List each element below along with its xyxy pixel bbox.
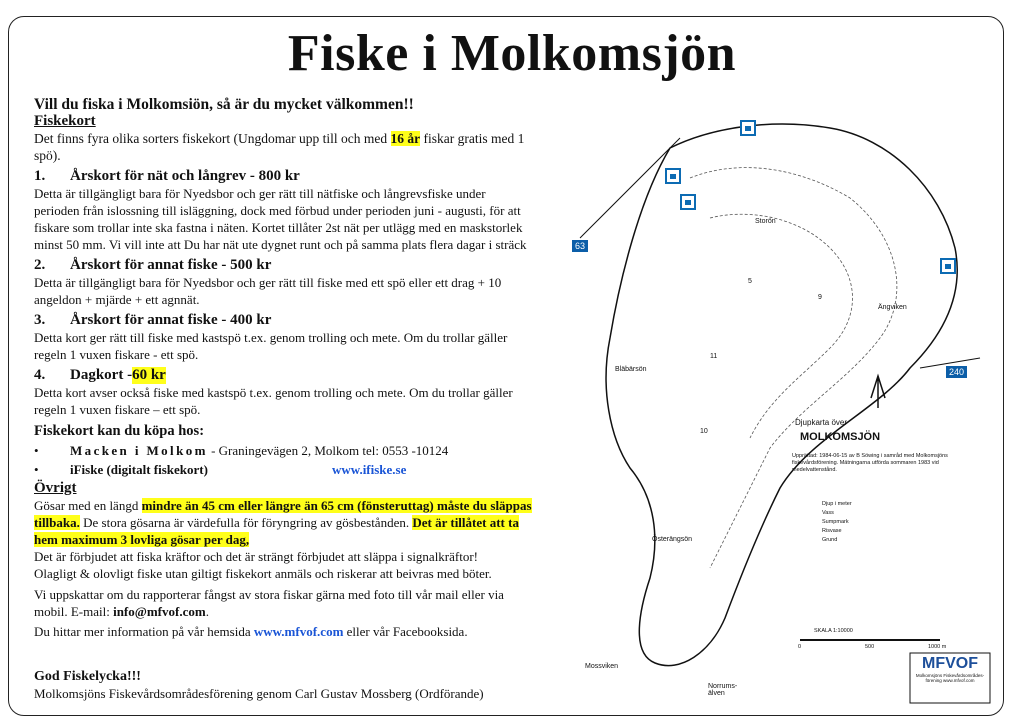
- lead-text: Vill du fiska i Molkomsiön, så är du mycket välkommen!!: [34, 96, 414, 113]
- scale-tick: 500: [865, 644, 875, 650]
- place-mossviken: Mossviken: [585, 663, 619, 670]
- email-link[interactable]: info@mfvof.com: [113, 604, 206, 619]
- fiskekort-heading: Fiskekort: [34, 113, 96, 129]
- depth-label: 5: [748, 278, 752, 285]
- shop-2: • iFiske (digitalt fiskekort) www.ifiske.se: [34, 462, 407, 477]
- footer-org: Molkomsjöns Fiskevårdsområdesförening genom Carl Gustav Mossberg (Ordförande): [34, 686, 484, 701]
- card-text-2: Detta är tillgängligt bara för Nyedsbor och ger rätt till fiske med ett spö eller ett drag + 10 angeldon + mjärde + ett agnnät.: [34, 275, 502, 307]
- boat-icon: [680, 194, 696, 210]
- card-text-4: Detta kort avser också fiske med kastspö t.ex. genom trolling och mete. Om du trollar gäller regeln 1 vuxen fiskare – ett spö.: [34, 385, 513, 417]
- legend-item: Djup i meter: [822, 501, 852, 507]
- legend-item: Vass: [822, 510, 834, 516]
- card-title-3: 3. Årskort för annat fiske - 400 kr: [34, 312, 272, 328]
- price-highlight: 60 kr: [132, 367, 166, 383]
- fiskekort-intro: Det finns fyra olika sorters fiskekort (Ungdomar upp till och med 16 år fiskar gratis med 1 spö).: [34, 131, 525, 163]
- card-text-3: Detta kort ger rätt till fiske med kastspö t.ex. genom trolling och mete. Om du trollar gäller regeln 1 vuxen fiskare - ett spö.: [34, 330, 508, 362]
- map-note: Upprättad: 1984-06-15 av B Söwing i samråd med Molkomsjöns fiskevårdsförening. Mätningarna utförda sommaren 1983 vid medelvattenstånd.: [792, 453, 948, 473]
- depth-label: 9: [818, 294, 822, 301]
- parking-icon: [665, 168, 681, 184]
- logo-subtext: Molkomsjöns Fiskevårdsområdes-förening www.mfvof.com: [915, 673, 985, 683]
- website-link[interactable]: www.mfvof.com: [253, 624, 344, 639]
- buy-heading: Fiskekort kan du köpa hos:: [34, 423, 205, 439]
- road-63-sign: 63: [572, 240, 588, 252]
- picnic-icon: [940, 258, 956, 274]
- ovrigt-heading: Övrigt: [34, 480, 77, 496]
- card-text-1: Detta är tillgängligt bara för Nyedsbor och ger rätt till nätfiske och långrevsfiske under perioden från islossning till isläggning, dock med förbud under perioden juni - augusti, för att fiskare som trollar inte ska fastna i näten. Kortet tillåter 2st nät per utlägg med en maskstorlek minst 50 mm. Vi vill inte att Du har nät ute dygnet runt och på samma plats flera dagar i sträck: [34, 186, 527, 252]
- shop-1: • Macken i Molkom - Graningevägen 2, Molkom tel: 0553 -10124: [34, 443, 449, 458]
- depth-map: [560, 108, 1000, 718]
- place-angviken: Ängviken: [878, 304, 907, 311]
- age-highlight: 16 år: [390, 131, 421, 146]
- page-title: Fiske i Molkomsjön: [287, 25, 737, 82]
- boat-ramp-icon: [740, 120, 756, 136]
- card-title-4: 4. Dagkort - 60 kr: [34, 367, 166, 383]
- depth-label: 11: [710, 353, 718, 360]
- ovrigt-p4: Vi uppskattar om du rapporterar fångst av stora fiskar gärna med foto till vår mail eller via mobil. E-mail: info@mfvof.com.: [34, 587, 504, 619]
- footer-greeting: God Fiskelycka!!!: [34, 669, 141, 684]
- info-column: [34, 96, 534, 640]
- map-title-1: Djupkarta över: [795, 418, 848, 427]
- card-title-2: 2. Årskort för annat fiske - 500 kr: [34, 257, 272, 273]
- scale-tick: 1000 m: [928, 644, 947, 650]
- legend-item: Risvase: [822, 528, 842, 534]
- depth-label: 10: [700, 428, 708, 435]
- place-norrumsalven: Norrums-älven: [708, 683, 738, 697]
- mfvof-logo: [912, 655, 988, 683]
- place-osterangson: Österängsön: [652, 536, 693, 543]
- place-storon: Storön: [755, 218, 776, 225]
- logo-text: MFVOF: [922, 655, 978, 672]
- ovrigt-p3: Olagligt & olovligt fiske utan giltigt fiskekort anmäls och riskerar att beivras med böter.: [34, 566, 492, 581]
- legend-item: Sumpmark: [822, 519, 849, 525]
- footer: [34, 668, 484, 702]
- ovrigt-p5: Du hittar mer information på vår hemsida www.mfvof.com eller vår Facebooksida.: [34, 624, 468, 639]
- ifiske-link[interactable]: www.ifiske.se: [332, 462, 407, 477]
- scale-label: SKALA 1:10000: [814, 628, 853, 634]
- card-title-1: 1. Årskort för nät och långrev - 800 kr: [34, 168, 300, 184]
- lake-outline-map: [560, 108, 1000, 718]
- legend-item: Grund: [822, 537, 838, 543]
- road-240-sign: 240: [946, 366, 967, 378]
- ovrigt-p1: Gösar med en längd mindre än 45 cm eller längre än 65 cm (fönsteruttag) måste du släppas tillbaka. De stora gösarna är värdefulla för föryngring av gösbestånden. Det är tillåtet att ta hem maximum 3 lovliga gösar per dag,: [34, 498, 532, 547]
- ovrigt-p2: Det är förbjudet att fiska kräftor och det är strängt förbjudet att släppa i signalkräftor!: [34, 549, 479, 564]
- place-blabarson: Bläbärsön: [615, 366, 647, 373]
- scale-tick: 0: [798, 644, 802, 650]
- legend: [800, 500, 852, 545]
- map-title-2: MOLKOMSJÖN: [800, 431, 881, 443]
